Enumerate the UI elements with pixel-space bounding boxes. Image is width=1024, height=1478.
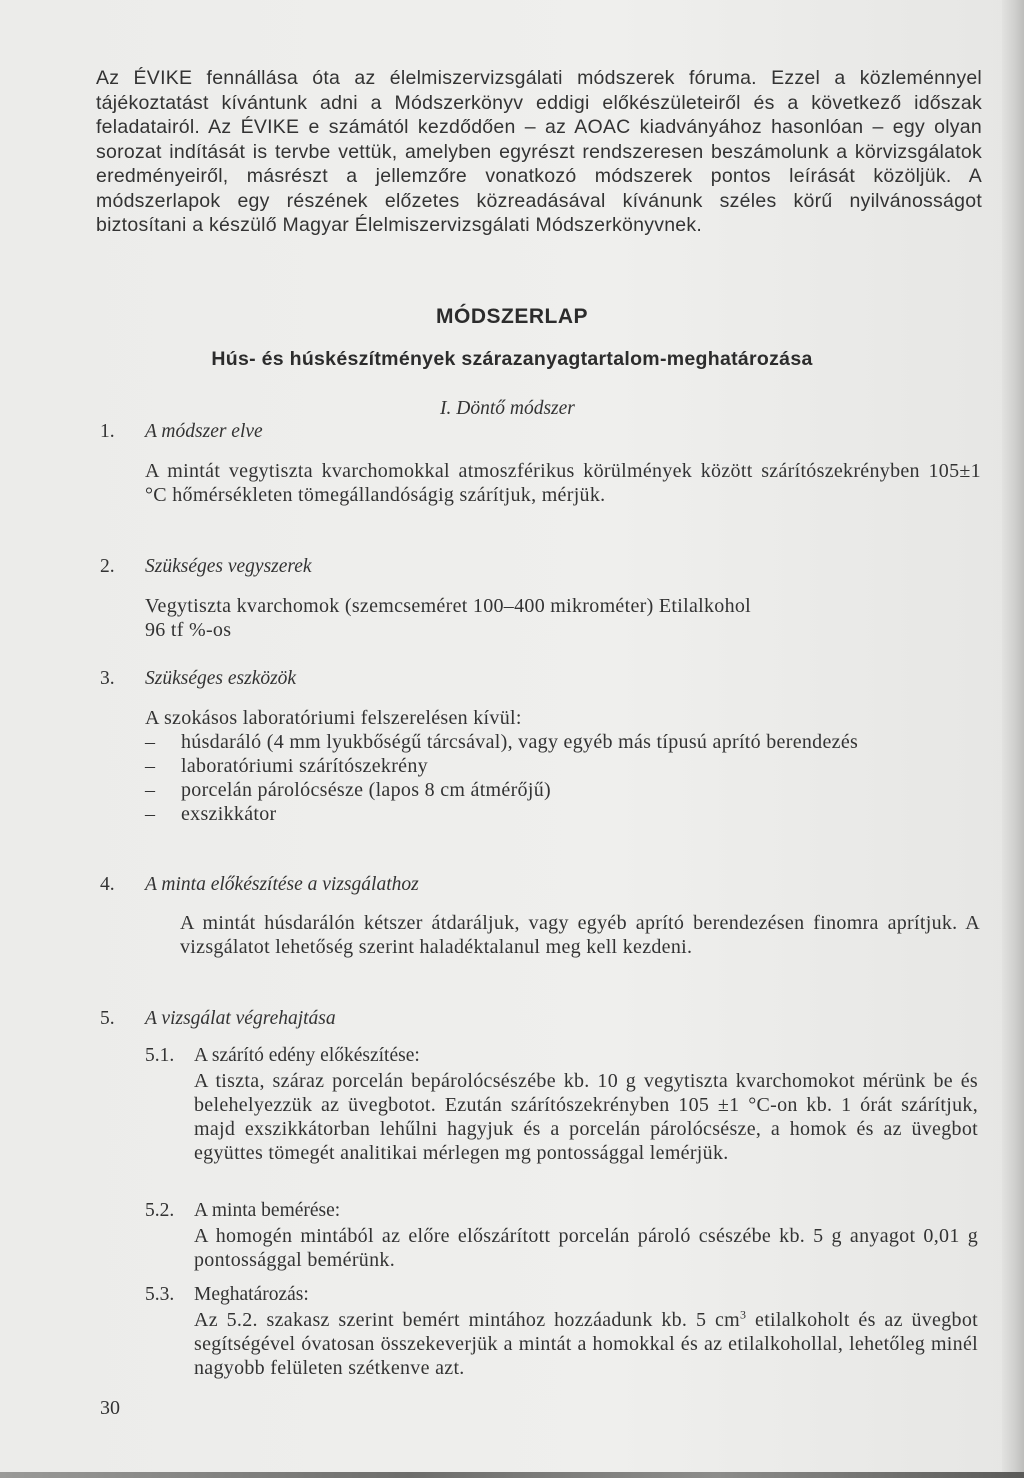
- list-item-text: porcelán párolócsésze (lapos 8 cm átmérőjű): [181, 779, 551, 801]
- section-3-list: [145, 706, 981, 826]
- list-dash: –: [145, 803, 156, 825]
- list-item-text: exszikkátor: [181, 803, 277, 825]
- superscript-3: 3: [740, 1307, 747, 1322]
- section-4-number: 4.: [100, 874, 115, 895]
- section-4-heading: A minta előkészítése a vizsgálathoz: [145, 874, 419, 895]
- subsection-5-2-number: 5.2.: [145, 1200, 175, 1221]
- section-5-heading: A vizsgálat végrehajtása: [145, 1008, 336, 1029]
- section-1-number: 1.: [100, 421, 115, 442]
- subsection-5-3-number: 5.3.: [145, 1284, 175, 1305]
- page-subtitle: Hús- és húskészítmények szárazanyagtartalom-meghatározása: [211, 348, 813, 370]
- section-2-line-2: 96 tf %-os: [145, 619, 232, 641]
- list-dash: –: [145, 731, 156, 753]
- page-title: MÓDSZERLAP: [436, 305, 588, 328]
- intro-paragraph: Az ÉVIKE fennállása óta az élelmiszervizsgálati módszerek fóruma. Ezzel a közleménnyel tájékoztatást kívántunk adni a Módszerkönyv eddigi előkészületeiről és a következő időszak feladatairól. Az ÉVIKE e számától kezdődően – az AOAC kiadványához hasonlóan – egy olyan sorozat indítását is tervbe vettük, amelyben egyrészt rendszeresen beszámolunk a körvizsgálatok eredményeiről, másrészt a jellemzőre vonatkozó módszerek pontos leírását közöljük. A módszerlapok egy részének előzetes közreadásával kívánunk széles körű nyilvánosságot biztosítani a készülő Magyar Élelmiszervizsgálati Módszerkönyvnek.: [96, 67, 982, 236]
- list-item: [145, 778, 981, 802]
- list-dash: –: [145, 755, 156, 777]
- section-3-intro: A szokásos laboratóriumi felszerelésen kívül:: [145, 707, 522, 729]
- list-item: [145, 730, 981, 754]
- subsection-5-3-text-before: Az 5.2. szakasz szerint bemért mintához hozzáadunk kb. 5 cm: [194, 1309, 740, 1331]
- page-number: 30: [100, 1397, 120, 1419]
- subsection-5-3-text: [194, 1308, 978, 1380]
- subsection-5-3-text-after: etilalkoholt és az üvegbot segítségével óvatosan összekeverjük a mintát a homokkal és az etilalkohollal, lehetőleg minél nagyobb felületen szétkenve azt.: [194, 1309, 978, 1379]
- subsection-5-1-text: A tiszta, száraz porcelán bepárolócsészébe kb. 10 g vegytiszta kvarchomokot mérünk be és belehelyezzük az üvegbotot. Ezután szárítószekrényben 105 ±1 °C-on kb. 1 órát szárítjuk, majd exszikkátorban lehűlni hagyjuk és a porcelán párolócsésze, a homok és az üvegbot együttes tömegét analitikai mérlegen mg pontossággal lemérjük.: [194, 1070, 978, 1164]
- section-3-number: 3.: [100, 668, 115, 689]
- subsection-5-3-label: Meghatározás:: [194, 1284, 309, 1305]
- page-bottom-edge: [0, 1472, 1024, 1478]
- section-2-line-1: Vegytiszta kvarchomok (szemcseméret 100–400 mikrométer) Etilalkohol: [145, 595, 752, 617]
- subsection-5-1-number: 5.1.: [145, 1045, 175, 1066]
- section-2-text: [145, 594, 981, 642]
- section-1-text: A mintát vegytiszta kvarchomokkal atmoszférikus körülmények között szárítószekrényben 105±1 °C hőmérsékleten tömegállandóságig szárítjuk, mérjük.: [145, 460, 981, 506]
- page-right-edge: [1002, 0, 1024, 1478]
- method-type: I. Döntő módszer: [440, 398, 575, 419]
- list-dash: –: [145, 779, 156, 801]
- section-4-text: A mintát húsdarálón kétszer átdaráljuk, vagy egyéb aprító berendezésen finomra aprítjuk. A vizsgálatot lehetőség szerint haladéktalanul meg kell kezdeni.: [180, 912, 980, 958]
- subsection-5-2-label: A minta bemérése:: [194, 1200, 341, 1221]
- list-item: [145, 802, 981, 826]
- section-3-heading: Szükséges eszközök: [145, 668, 297, 689]
- list-item: [145, 754, 981, 778]
- subsection-5-2-text: A homogén mintából az előre előszárított porcelán pároló csészébe kb. 5 g anyagot 0,01 g pontossággal bemérünk.: [194, 1225, 978, 1271]
- section-5-number: 5.: [100, 1008, 115, 1029]
- list-item-text: laboratóriumi szárítószekrény: [181, 755, 428, 777]
- section-2-number: 2.: [100, 556, 115, 577]
- section-1-heading: A módszer elve: [145, 421, 263, 442]
- subsection-5-1-label: A szárító edény előkészítése:: [194, 1045, 420, 1066]
- list-item-text: húsdaráló (4 mm lyukbőségű tárcsával), vagy egyéb más típusú aprító berendezés: [181, 731, 859, 753]
- section-2-heading: Szükséges vegyszerek: [145, 556, 312, 577]
